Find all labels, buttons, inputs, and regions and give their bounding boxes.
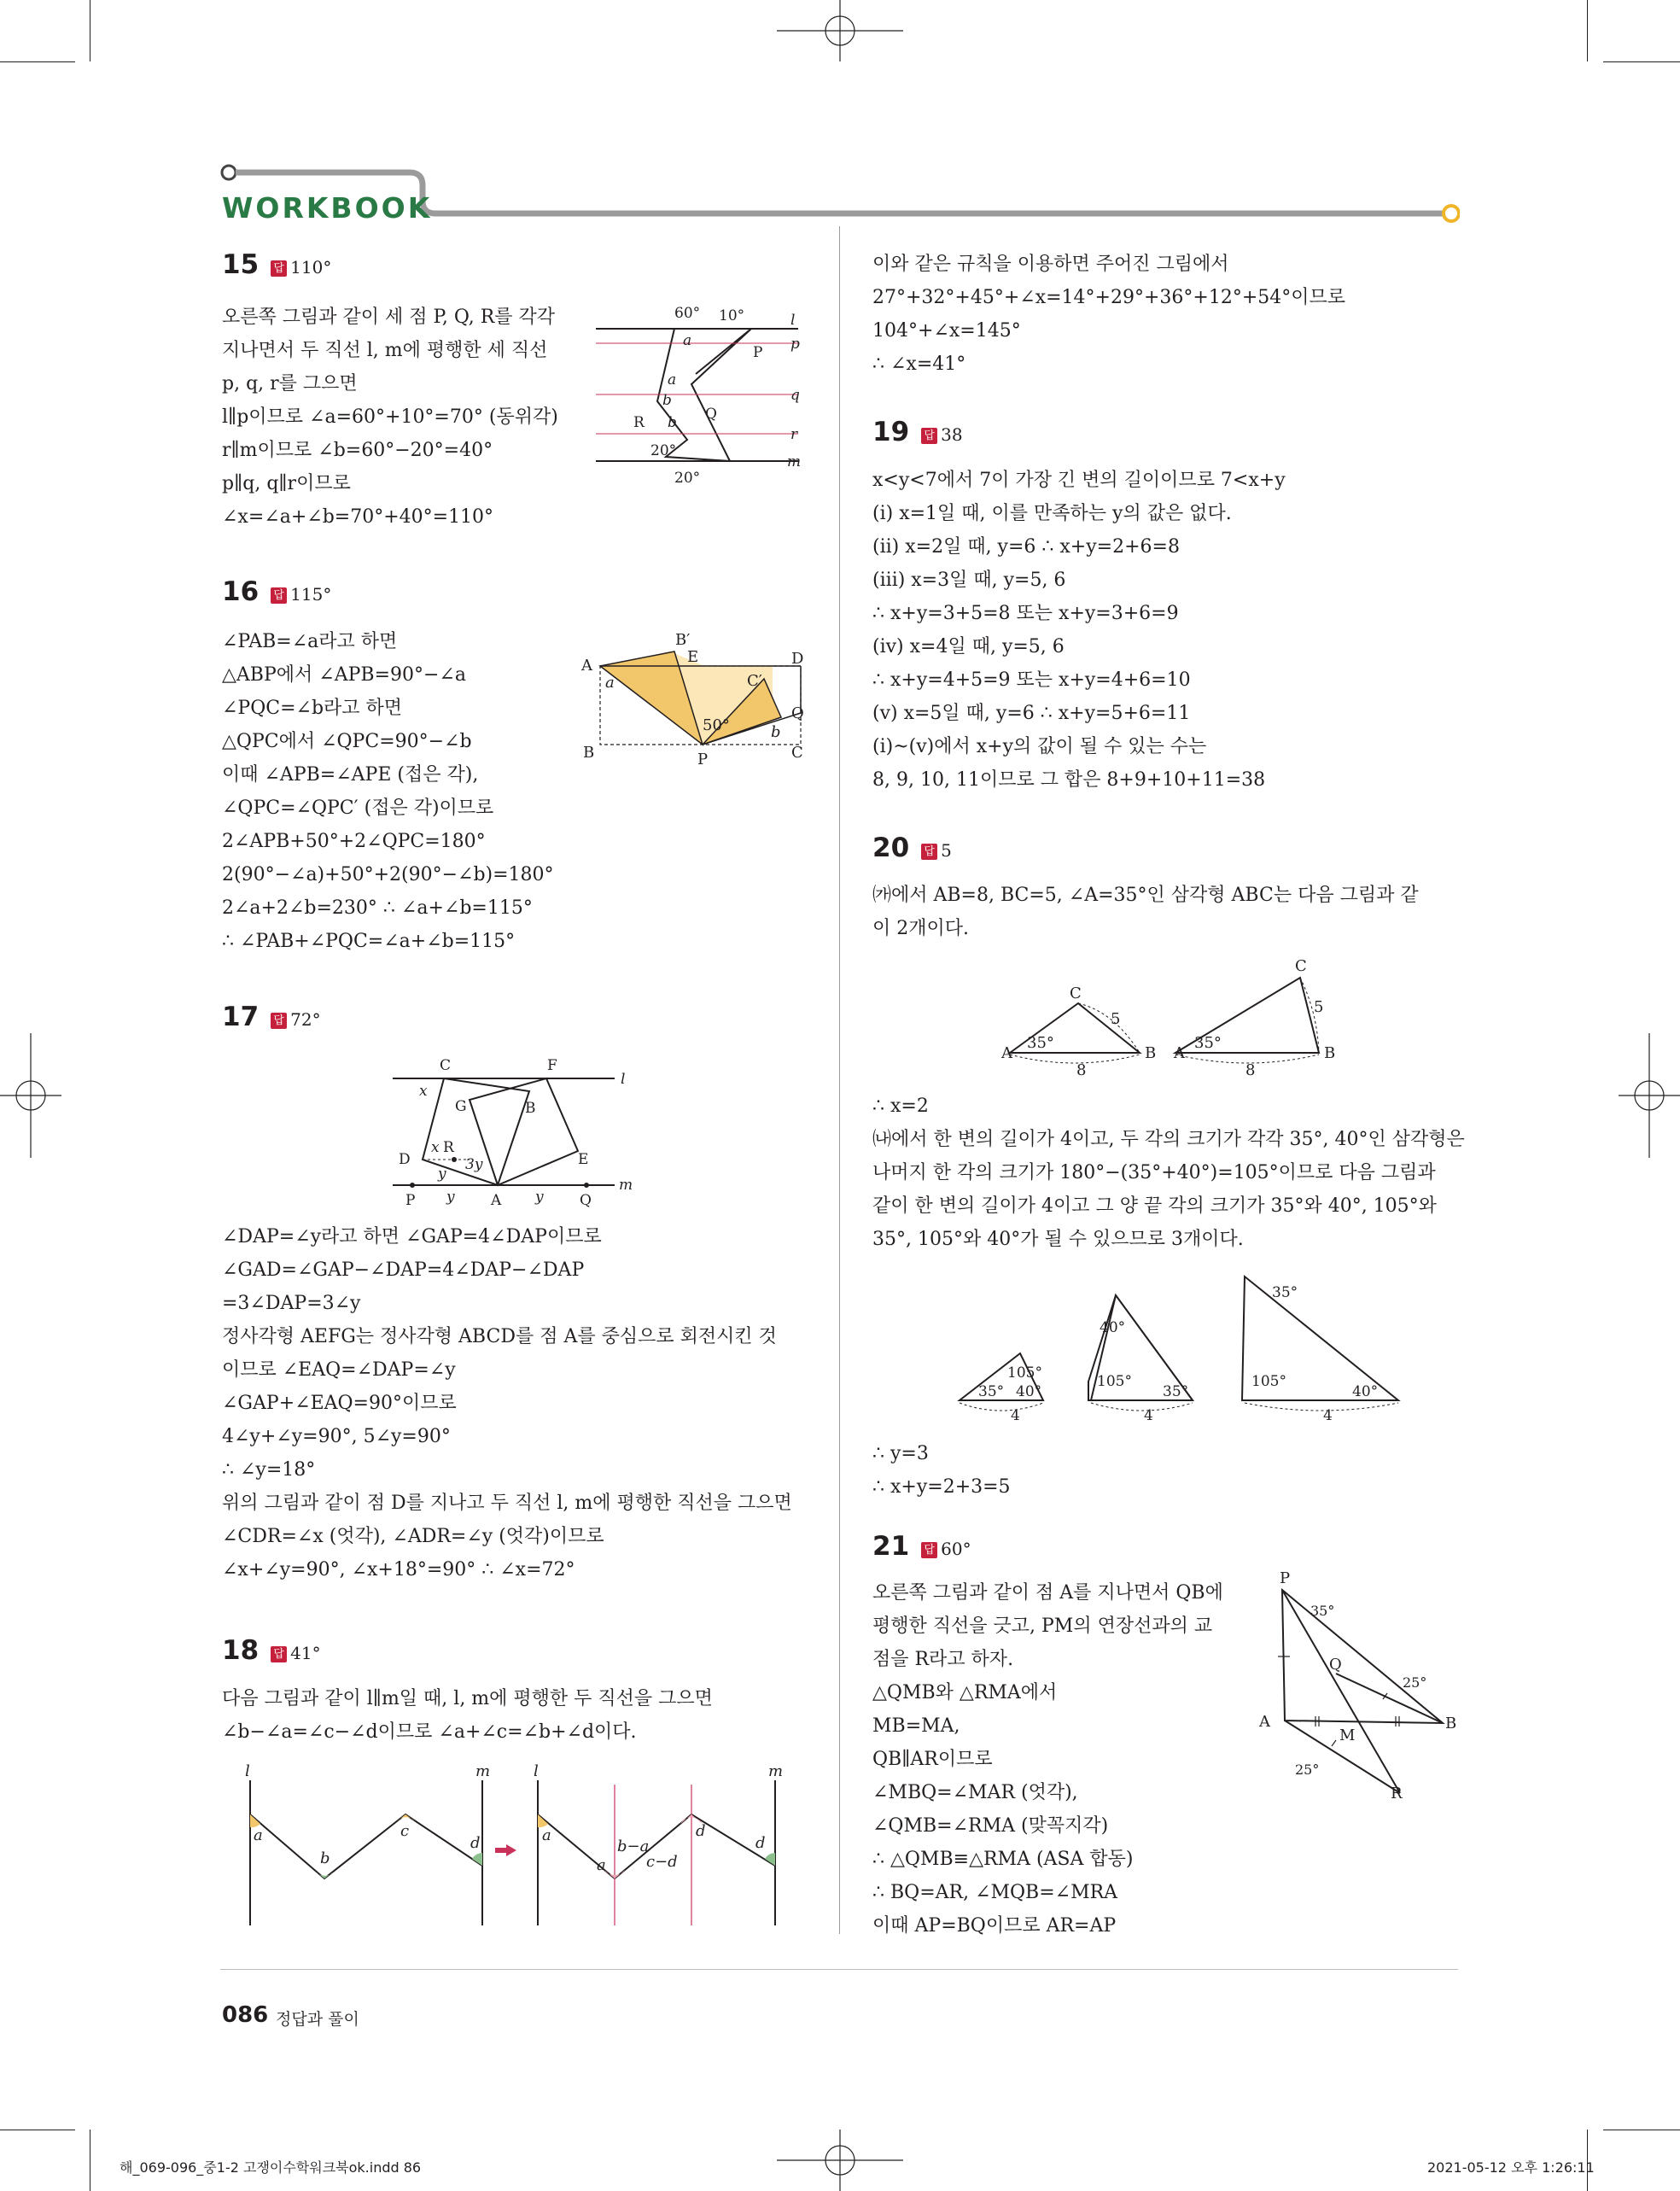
fig-label: C (791, 744, 803, 762)
solution-line: =3∠DAP=3∠y (222, 1293, 361, 1314)
fig-label: A (581, 657, 592, 675)
fig-label: b (320, 1849, 330, 1867)
solution-line: △QMB와 △RMA에서 (872, 1682, 1058, 1703)
fig-label: R (1391, 1785, 1403, 1802)
solution-line: p, q, r를 그으면 (222, 373, 358, 394)
solution-line: (ⅲ) x=3일 때, y=5, 6 (872, 570, 1066, 591)
fig-label: 40° (1100, 1319, 1126, 1336)
fig-label: m (475, 1762, 491, 1780)
fig-label: Q (580, 1192, 592, 1209)
fig-label: B′ (675, 631, 691, 649)
figure-21 (1251, 1571, 1464, 1806)
solution-line: △QPC에서 ∠QPC=90°−∠b (222, 731, 472, 752)
fig-label: R (443, 1139, 454, 1156)
answer-value: 5 (941, 840, 952, 861)
fig-label: a (254, 1826, 263, 1844)
fig-label: x (431, 1139, 440, 1156)
fig-label: 4 (1011, 1407, 1020, 1424)
problem-16-heading (222, 576, 331, 607)
problem-20-heading (872, 833, 952, 863)
fig-label: 35° (1194, 1034, 1222, 1052)
fig-label: x (419, 1083, 428, 1100)
fig-label: 4 (1144, 1407, 1153, 1424)
fig-label: P (753, 344, 763, 361)
solution-line: 104°+∠x=145° (872, 320, 1021, 342)
problem-number: 16 (222, 576, 260, 607)
figure-15 (589, 299, 820, 491)
answer-badge: 답 (271, 1013, 287, 1029)
fig-label: Q (705, 406, 717, 423)
answer-badge: 답 (921, 428, 937, 444)
page-number: 086 (222, 2002, 269, 2028)
solution-line: ∴ x+y=4+5=9 또는 x+y=4+6=10 (872, 669, 1191, 691)
fig-label: 50° (703, 716, 730, 734)
problem-20-solution-c (872, 1437, 1011, 1504)
problem-18-solution (222, 1682, 713, 1749)
solution-line: (ⅱ) x=2일 때, y=6 ∴ x+y=2+6=8 (872, 536, 1180, 558)
problem-16-solution (222, 625, 554, 958)
solution-line: ∴ x=2 (872, 1096, 929, 1117)
figure-16 (576, 628, 824, 777)
fig-label: A (1001, 1044, 1012, 1062)
solution-line: x<y<7에서 7이 가장 긴 변의 길이이므로 7<x+y (872, 470, 1286, 491)
problem-17-solution (222, 1220, 792, 1586)
answer-badge: 답 (271, 587, 287, 604)
solution-line: QB∥AR이므로 (872, 1749, 993, 1770)
fig-label: 35° (1163, 1383, 1189, 1400)
solution-line: ∴ y=3 (872, 1443, 929, 1464)
solution-line: ∠DAP=∠y라고 하면 ∠GAP=4∠DAP이므로 (222, 1226, 602, 1247)
fig-label: y (446, 1189, 455, 1206)
figure-17 (388, 1053, 645, 1211)
fig-label: C′ (747, 672, 762, 690)
figure-20a (995, 952, 1345, 1080)
solution-line: 2(90°−∠a)+50°+2(90°−∠b)=180° (222, 864, 554, 885)
footer-label: 정답과 풀이 (276, 2010, 359, 2029)
solution-line: ∠MBQ=∠MAR (엇각), (872, 1782, 1078, 1803)
solution-line: r∥m이므로 ∠b=60°−20°=40° (222, 440, 493, 461)
answer-value: 115° (290, 584, 332, 605)
fig-label: D (791, 650, 804, 668)
solution-line: ∴ ∠x=41° (872, 353, 966, 375)
fig-label: 35° (1310, 1603, 1335, 1619)
header-title: WORKBOOK (222, 191, 433, 225)
answer-value: 72° (290, 1009, 321, 1030)
fig-label: a (605, 674, 615, 692)
solution-line: 오른쪽 그림과 같이 세 점 P, Q, R를 각각 (222, 307, 556, 328)
fig-label: 105° (1097, 1373, 1132, 1390)
fig-label: r (790, 426, 798, 443)
problem-number: 19 (872, 417, 910, 447)
footer-rule (220, 1969, 1458, 1970)
fig-label: 60° (674, 305, 701, 322)
fig-label: 105° (1007, 1364, 1042, 1382)
fig-label: y (438, 1166, 446, 1183)
solution-line: 8, 9, 10, 11이므로 그 합은 8+9+10+11=38 (872, 769, 1266, 791)
fig-label: a (668, 371, 677, 389)
solution-line: l∥p이므로 ∠a=60°+10°=70° (동위각) (222, 406, 558, 428)
solution-line: 지나면서 두 직선 l, m에 평행한 세 직선 (222, 340, 548, 361)
problem-15-solution (222, 301, 558, 534)
fig-label: 5 (1314, 998, 1324, 1016)
fig-label: P (1280, 1571, 1291, 1587)
solution-line: 이와 같은 규칙을 이용하면 주어진 그림에서 (872, 254, 1229, 275)
solution-line: ㈏에서 한 변의 길이가 4이고, 두 각의 크기가 각각 35°, 40°인 삼각형은 (872, 1129, 1465, 1150)
footer-file: 해_069-096_중1-2 고쟁이수학워크북ok.indd 86 (120, 2159, 422, 2176)
solution-line: 이때 ∠APB=∠APE (접은 각), (222, 764, 479, 786)
fig-label: q (790, 387, 800, 404)
fig-label: P (697, 751, 709, 768)
fig-label: 40° (1352, 1383, 1379, 1400)
answer-badge: 답 (271, 260, 287, 277)
figure-18 (235, 1759, 802, 1930)
problem-21-heading (872, 1531, 971, 1562)
solution-line: (ⅰ) x=1일 때, 이를 만족하는 y의 값은 없다. (872, 503, 1232, 524)
problem-21-solution (872, 1576, 1223, 1943)
answer-badge: 답 (271, 1646, 287, 1662)
fig-label: B (525, 1100, 536, 1117)
solution-line: ∴ ∠y=18° (222, 1459, 316, 1481)
fig-label: F (547, 1057, 557, 1074)
column-divider (839, 226, 840, 1934)
fig-label: A (1259, 1713, 1270, 1731)
fig-label: b (662, 392, 672, 409)
solution-line: 나머지 한 각의 크기가 180°−(35°+40°)=105°이므로 다음 그림과 (872, 1162, 1436, 1183)
solution-line: ∴ x+y=3+5=8 또는 x+y=3+6=9 (872, 603, 1179, 624)
solution-line: ∠CDR=∠x (엇각), ∠ADR=∠y (엇각)이므로 (222, 1526, 604, 1547)
solution-line: ∴ BQ=AR, ∠MQB=∠MRA (872, 1882, 1118, 1903)
solution-line: ∴ ∠PAB+∠PQC=∠a+∠b=115° (222, 931, 516, 952)
solution-line: ∠x+∠y=90°, ∠x+18°=90° ∴ ∠x=72° (222, 1559, 575, 1580)
fig-label: b (668, 414, 677, 431)
solution-line: ∠x=∠a+∠b=70°+40°=110° (222, 506, 494, 528)
fig-label: d (696, 1822, 706, 1840)
solution-line: 2∠a+2∠b=230° ∴ ∠a+∠b=115° (222, 897, 533, 919)
answer-value: 110° (290, 257, 332, 278)
problem-19-heading (872, 417, 963, 447)
problem-18-heading (222, 1635, 321, 1666)
problem-18-continued (872, 248, 1345, 381)
fig-label: c (400, 1822, 410, 1840)
fig-label: 25° (1403, 1674, 1427, 1691)
fig-label: Q (1329, 1656, 1342, 1674)
figure-20b (948, 1259, 1426, 1430)
fig-label: 25° (1295, 1762, 1320, 1778)
fig-label: 40° (1016, 1383, 1042, 1400)
fig-label: 35° (1272, 1284, 1298, 1301)
solution-line: 이 2개이다. (872, 918, 969, 939)
solution-line: 2∠APB+50°+2∠QPC=180° (222, 831, 486, 852)
solution-line: ∴ △QMB≡△RMA (ASA 합동) (872, 1849, 1134, 1870)
problem-15-heading (222, 249, 331, 280)
answer-value: 60° (941, 1539, 971, 1559)
fig-label: 4 (1323, 1407, 1333, 1424)
problem-number: 20 (872, 833, 910, 863)
solution-line: 정사각형 AEFG는 정사각형 ABCD를 점 A를 중심으로 회전시킨 것 (222, 1326, 777, 1347)
fig-label: 10° (719, 307, 745, 324)
problem-number: 18 (222, 1635, 260, 1666)
solution-line: 다음 그림과 같이 l∥m일 때, l, m에 평행한 두 직선을 그으면 (222, 1688, 713, 1709)
problem-number: 17 (222, 1002, 260, 1032)
solution-line: △ABP에서 ∠APB=90°−∠a (222, 664, 466, 686)
fig-label: A (491, 1192, 502, 1209)
fig-label: b−a (617, 1838, 650, 1855)
answer-badge: 답 (921, 1542, 937, 1558)
problem-number: 15 (222, 249, 260, 280)
fig-label: a (683, 332, 692, 349)
fig-label: 105° (1251, 1373, 1286, 1390)
fig-label: d (470, 1834, 481, 1852)
solution-line: ∠QMB=∠RMA (맞꼭지각) (872, 1815, 1109, 1837)
fig-label: P (405, 1192, 416, 1209)
problem-number: 21 (872, 1531, 910, 1562)
solution-line: 같이 한 변의 길이가 4이고 그 양 끝 각의 크기가 35°와 40°, 105°와 (872, 1195, 1437, 1217)
fig-label: y (535, 1189, 544, 1206)
solution-line: MB=MA, (872, 1715, 960, 1737)
solution-line: 위의 그림과 같이 점 D를 지나고 두 직선 l, m에 평행한 직선을 그으면 (222, 1493, 792, 1514)
fig-label: l (245, 1762, 250, 1780)
solution-line: ∠GAP+∠EAQ=90°이므로 (222, 1393, 457, 1414)
fig-label: m (619, 1177, 633, 1194)
answer-badge: 답 (921, 844, 937, 860)
fig-label: A (1174, 1044, 1185, 1062)
fig-label: 20° (650, 442, 677, 459)
fig-label: 8 (1076, 1061, 1087, 1079)
fig-label: B (583, 744, 595, 762)
solution-line: 27°+32°+45°+∠x=14°+29°+36°+12°+54°이므로 (872, 287, 1346, 308)
fig-label: 35° (1027, 1034, 1054, 1052)
problem-17-heading (222, 1002, 321, 1032)
fig-label: B (1445, 1715, 1457, 1732)
fig-label: R (633, 414, 645, 431)
solution-line: ∠QPC=∠QPC′ (접은 각)이므로 (222, 798, 494, 819)
problem-19-solution (872, 464, 1286, 797)
solution-line: 35°, 105°와 40°가 될 수 있으므로 3개이다. (872, 1229, 1244, 1250)
fig-label: a (542, 1826, 551, 1844)
fig-label: Q (791, 704, 804, 722)
solution-line: 평행한 직선을 긋고, PM의 연장선과의 교 (872, 1615, 1213, 1637)
solution-line: 이때 AP=BQ이므로 AR=AP (872, 1915, 1117, 1937)
solution-line: ∴ x+y=2+3=5 (872, 1476, 1011, 1498)
fig-label: C (1070, 984, 1082, 1002)
fig-label: m (768, 1762, 784, 1780)
fig-label: 8 (1245, 1061, 1256, 1079)
fig-label: 20° (674, 470, 701, 487)
solution-line: (ⅴ) x=5일 때, y=6 ∴ x+y=5+6=11 (872, 703, 1191, 724)
fig-label: G (455, 1098, 467, 1115)
fig-label: d (755, 1834, 766, 1852)
solution-line: ∠PAB=∠a라고 하면 (222, 631, 398, 652)
fig-label: l (621, 1071, 626, 1088)
solution-line: 점을 R라고 하자. (872, 1649, 1014, 1670)
footer-timestamp: 2021-05-12 오후 1:26:11 (1427, 2159, 1595, 2176)
answer-value: 38 (941, 424, 963, 445)
fig-label: C (440, 1057, 452, 1074)
solution-line: 이므로 ∠EAQ=∠DAP=∠y (222, 1359, 456, 1381)
fig-label: C (1295, 957, 1307, 975)
fig-label: 5 (1111, 1010, 1121, 1028)
fig-label: B (1145, 1044, 1157, 1062)
answer-value: 41° (290, 1643, 321, 1663)
solution-line: ∠PQC=∠b라고 하면 (222, 698, 403, 719)
fig-label: 35° (978, 1383, 1005, 1400)
fig-label: b (771, 723, 781, 741)
problem-20-solution-a (872, 879, 1419, 945)
fig-label: 3y (465, 1156, 483, 1173)
fig-label: M (1339, 1727, 1356, 1744)
solution-line: p∥q, q∥r이므로 (222, 473, 351, 494)
fig-label: l (534, 1762, 539, 1780)
fig-label: E (578, 1151, 589, 1168)
fig-label: c−d (646, 1853, 678, 1871)
solution-line: ㈎에서 AB=8, BC=5, ∠A=35°인 삼각형 ABC는 다음 그림과 같 (872, 885, 1419, 906)
fig-label: l (790, 312, 796, 329)
fig-label: D (399, 1151, 411, 1168)
fig-label: p (790, 336, 800, 353)
fig-label: E (687, 648, 699, 666)
solution-line: (ⅳ) x=4일 때, y=5, 6 (872, 636, 1065, 657)
problem-20-solution-b (872, 1090, 1465, 1256)
solution-line: ∠GAD=∠GAP−∠DAP=4∠DAP−∠DAP (222, 1259, 585, 1281)
solution-line: 오른쪽 그림과 같이 점 A를 지나면서 QB에 (872, 1582, 1223, 1604)
fig-label: B (1324, 1044, 1336, 1062)
solution-line: (ⅰ)~(ⅴ)에서 x+y의 값이 될 수 있는 수는 (872, 736, 1207, 757)
fig-label: a (597, 1856, 606, 1874)
solution-line: 4∠y+∠y=90°, 5∠y=90° (222, 1426, 451, 1447)
fig-label: m (787, 453, 802, 470)
solution-line: ∠b−∠a=∠c−∠d이므로 ∠a+∠c=∠b+∠d이다. (222, 1721, 637, 1743)
